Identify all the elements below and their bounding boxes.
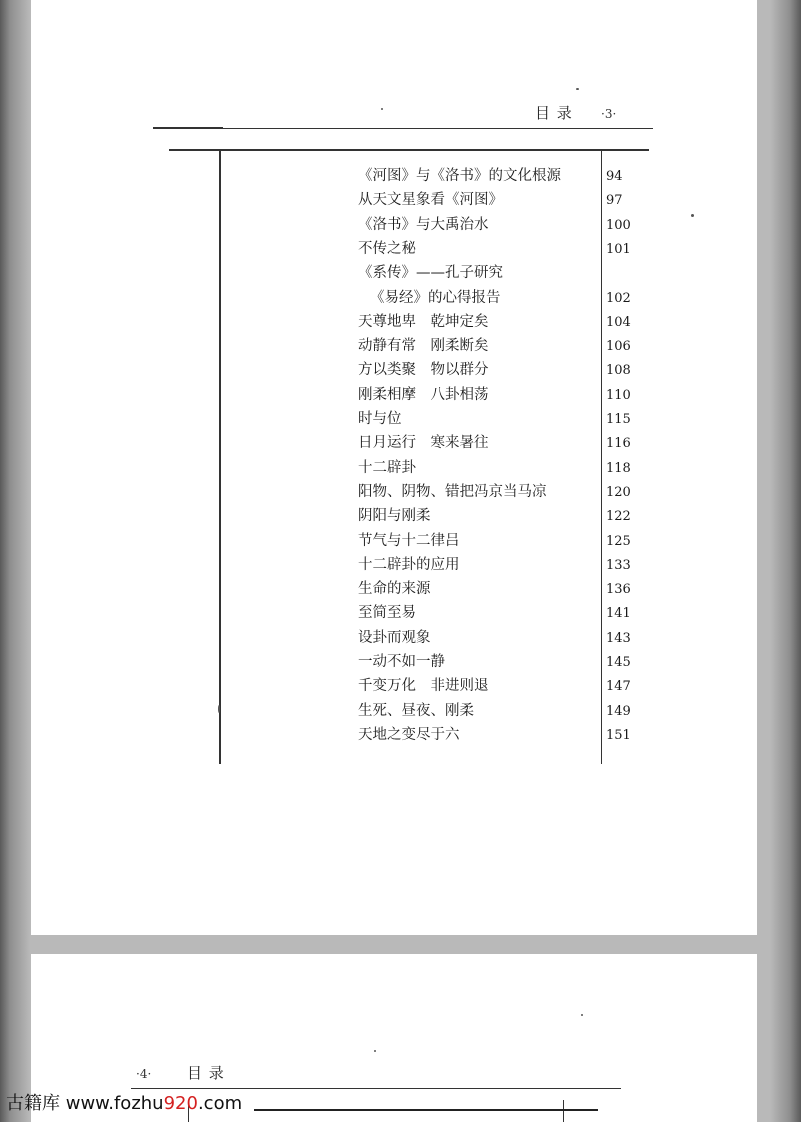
toc-entry-title: 阳物、阴物、错把冯京当马凉 [358,484,547,500]
toc-entry-title: 生命的来源 [358,581,431,597]
speck [218,705,220,713]
speck [691,214,694,217]
toc-entry-page: 94 [606,169,623,184]
toc-entry-page: 118 [606,461,631,476]
toc-entry-title: 阴阳与刚柔 [358,508,431,524]
page-header-title: 目 录 [187,1064,225,1082]
toc-entry-title: 从天文星象看《河图》 [358,192,503,208]
watermark-url-prefix: www.fozhu [65,1093,164,1114]
toc-entry-title: 刚柔相摩 八卦相荡 [358,387,489,403]
toc-entry-page: 115 [606,412,631,427]
header-rule-thick [153,127,223,129]
toc-entry-page: 100 [606,218,631,233]
toc-entry-title: 《系传》——孔子研究 [358,265,503,281]
toc-entry-page: 143 [606,631,631,646]
speck [381,108,383,110]
toc-entry-page: 149 [606,704,631,719]
watermark [6,1089,242,1115]
toc-entry-page: 120 [606,485,631,500]
toc-entry-page: 141 [606,606,631,621]
toc-entry-title: 至简至易 [358,605,416,621]
toc-entry-title: 动静有常 刚柔断矣 [358,338,489,354]
toc-entry-page: 101 [606,242,631,257]
header-rule [153,128,653,129]
table-page-column-border [601,150,602,764]
toc-entry-title: 不传之秘 [358,241,416,257]
page-number: ·3· [601,107,617,121]
toc-entry-page: 106 [606,339,631,354]
toc-entry-title: 《洛书》与大禹治水 [358,217,489,233]
toc-entry-title: 千变万化 非进则退 [358,678,489,694]
watermark-url-suffix: .com [197,1093,243,1114]
toc-entry-title: 天地之变尽于六 [358,727,460,743]
toc-entry-title: 方以类聚 物以群分 [358,362,489,378]
page-number: ·4· [136,1067,152,1081]
toc-entry-page: 136 [606,582,631,597]
toc-entry-page: 151 [606,728,631,743]
table-left-border [219,150,221,764]
toc-entry-title: 天尊地卑 乾坤定矣 [358,314,489,330]
toc-entry-page: 125 [606,534,631,549]
toc-entry-page: 102 [606,291,631,306]
toc-entry-page: 97 [606,193,623,208]
toc-entry-page: 147 [606,679,631,694]
toc-entry-page: 116 [606,436,631,451]
toc-entry-title: 时与位 [358,411,402,427]
speck [581,1014,583,1016]
toc-entry-page: 133 [606,558,631,573]
toc-entry-title: 十二辟卦的应用 [358,557,460,573]
speck [576,88,579,90]
toc-entry-page: 110 [606,388,631,403]
toc-entry-page: 145 [606,655,631,670]
toc-entry-title: 日月运行 寒来暑往 [358,435,489,451]
toc-entry-title: 十二辟卦 [358,460,416,476]
toc-entry-title: 生死、昼夜、刚柔 [358,703,474,719]
speck [374,1050,376,1052]
table-top-rule [169,149,649,151]
toc-entry-title: 《河图》与《洛书》的文化根源 [358,168,561,184]
table-page-column-border [563,1100,564,1122]
toc-entry-title: 一动不如一静 [358,654,445,670]
page-header-title: 目 录 [535,104,573,122]
toc-entry-page: 104 [606,315,631,330]
toc-entry-title: 设卦而观象 [358,630,431,646]
toc-entry-page: 108 [606,363,631,378]
watermark-underline [254,1109,598,1111]
watermark-site-name: 古籍库 [6,1093,60,1114]
toc-entry-title: 《易经》的心得报告 [370,290,501,306]
watermark-url-highlight: 920 [163,1093,198,1114]
toc-entry-title: 节气与十二律吕 [358,533,460,549]
toc-entry-page: 122 [606,509,631,524]
page-3 [31,0,757,935]
